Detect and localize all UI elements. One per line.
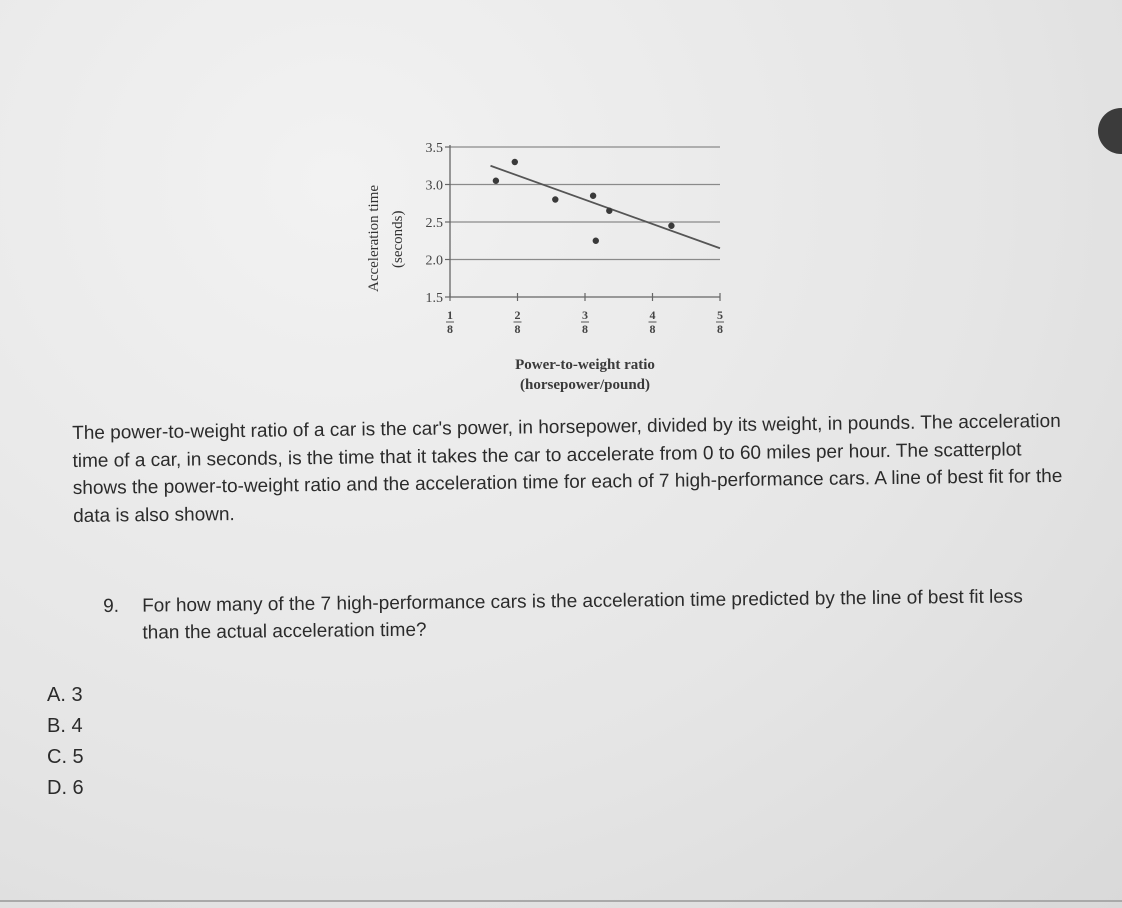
choice-c[interactable]: C. 5 [47, 746, 84, 768]
y-tick-label: 2.5 [425, 216, 443, 231]
x-tick-label-numerator: 1 [447, 308, 453, 322]
choice-a[interactable]: A. 3 [47, 684, 83, 706]
x-axis-label-line2: (horsepower/pound) [519, 377, 650, 393]
x-tick-label-numerator: 5 [717, 308, 723, 322]
data-point [552, 196, 558, 202]
x-axis-label [470, 355, 700, 395]
x-tick-label-denominator: 8 [582, 322, 588, 336]
y-axis-label-line2: (seconds) [390, 210, 406, 268]
x-tick-label-numerator: 3 [582, 308, 588, 322]
data-point [606, 208, 612, 214]
data-point [590, 193, 596, 199]
y-tick-label: 1.5 [425, 291, 443, 306]
intro-paragraph: The power-to-weight ratio of a car is the car's power, in horsepower, divided by its weight, in pounds. The acceleration time of a car, in seconds, is the time that it takes the car to accelerate from 0 to 60 miles per hour. The scatterplot shows the power-to-weight ratio and the acceleration time for each of 7 high-performance cars. A line of best fit for the data is also shown. [72, 410, 1063, 527]
x-axis-label-line1: Power-to-weight ratio [515, 357, 655, 373]
x-tick-label-numerator: 2 [514, 308, 521, 322]
answer-choices [47, 680, 84, 804]
paper-bottom-edge [0, 900, 1122, 902]
x-tick-label-denominator: 8 [447, 322, 453, 336]
data-point [512, 159, 518, 165]
x-tick-label-denominator: 8 [514, 322, 521, 336]
question-number: 9. [103, 595, 120, 617]
question-text: For how many of the 7 high-performance cars is the acceleration time predicted by the line of best fit less than the actual acceleration time? [142, 586, 1023, 644]
scatterplot-svg [360, 135, 740, 355]
choice-b[interactable]: B. 4 [47, 715, 83, 737]
y-tick-label: 3.0 [425, 178, 443, 194]
choice-d[interactable]: D. 6 [47, 777, 84, 799]
x-tick-label-denominator: 8 [717, 322, 723, 336]
x-tick-label-denominator: 8 [649, 322, 656, 336]
data-point [493, 178, 499, 184]
y-tick-label: 3.5 [425, 141, 443, 156]
y-axis-label-line1: Acceleration time [366, 184, 382, 292]
x-tick-label-numerator: 4 [649, 308, 656, 322]
data-point [593, 238, 599, 244]
y-tick-label: 2.0 [425, 253, 443, 269]
best-fit-line [491, 166, 721, 249]
data-point [668, 223, 674, 229]
